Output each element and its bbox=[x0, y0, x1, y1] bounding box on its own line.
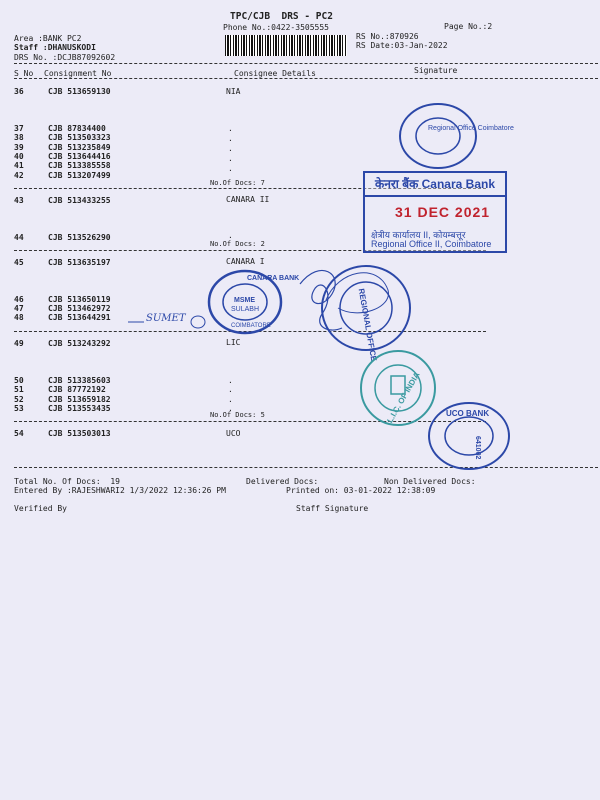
row-sno: 47 bbox=[14, 304, 24, 313]
dot-mark: . bbox=[228, 134, 233, 143]
stamp-bottom: COIMBATORE bbox=[231, 323, 271, 329]
barcode bbox=[225, 35, 347, 56]
uco-bank-round-stamp bbox=[424, 400, 514, 472]
document-title: TPC/CJB DRS - PC2 bbox=[230, 11, 333, 22]
consignee-name: UCO bbox=[226, 429, 241, 438]
docs-count: No.Of Docs: 7 bbox=[210, 179, 265, 187]
msme-canara-round-stamp bbox=[205, 268, 300, 336]
row-sno: 43 bbox=[14, 196, 24, 205]
consignee-name: LIC bbox=[226, 338, 241, 347]
column-consignment: Consignment No bbox=[44, 69, 112, 78]
drs-number: DRS No. :DCJB87092602 bbox=[14, 53, 116, 62]
staff-signature: Staff Signature bbox=[296, 504, 369, 513]
docs-count: No.Of Docs: 5 bbox=[210, 411, 265, 419]
row-consignment: CJB 513385558 bbox=[48, 161, 111, 170]
consignee-name: CANARA II bbox=[226, 195, 270, 204]
row-sno: 41 bbox=[14, 161, 24, 170]
row-consignment: CJB 513385603 bbox=[48, 376, 111, 385]
row-consignment: CJB 87834400 bbox=[48, 124, 106, 133]
stamp-mid: MSME bbox=[234, 297, 255, 304]
row-sno: 53 bbox=[14, 404, 24, 413]
verified-by: Verified By bbox=[14, 504, 67, 513]
divider bbox=[14, 78, 598, 79]
dot-mark: . bbox=[228, 376, 233, 385]
stamp-top: CANARA BANK bbox=[247, 275, 300, 282]
row-sno: 54 bbox=[14, 429, 24, 438]
row-consignment: CJB 513659130 bbox=[48, 87, 111, 96]
handwritten-note: SUMET bbox=[146, 313, 186, 324]
stamp-date: 31 DEC 2021 bbox=[395, 204, 491, 220]
handwritten-mark bbox=[128, 314, 208, 330]
row-consignment: CJB 513644416 bbox=[48, 152, 111, 161]
signature-scribble bbox=[292, 264, 352, 344]
rs-date: RS Date:03-Jan-2022 bbox=[356, 41, 448, 50]
area-label: Area :BANK PC2 bbox=[14, 34, 82, 43]
row-consignment: CJB 513462972 bbox=[48, 304, 111, 313]
stamp-office: Regional Office II, Coimbatore bbox=[371, 239, 492, 249]
dot-mark: . bbox=[228, 404, 233, 413]
consignee-name: CANARA I bbox=[226, 257, 265, 266]
row-consignment: CJB 513503013 bbox=[48, 429, 111, 438]
row-consignment: CJB 513553435 bbox=[48, 404, 111, 413]
row-consignment: CJB 513635197 bbox=[48, 258, 111, 267]
stamp-sub: SULABH bbox=[231, 306, 260, 313]
row-sno: 44 bbox=[14, 233, 24, 242]
row-consignment: CJB 513207499 bbox=[48, 171, 111, 180]
row-sno: 36 bbox=[14, 87, 24, 96]
stamp-text: Regional Office Coimbatore bbox=[428, 125, 514, 132]
rs-number: RS No.:870926 bbox=[356, 32, 419, 41]
dot-mark: . bbox=[228, 144, 233, 153]
row-sno: 39 bbox=[14, 143, 24, 152]
total-docs: Total No. Of Docs: 19 bbox=[14, 477, 120, 486]
dot-mark: . bbox=[228, 164, 233, 173]
row-consignment: CJB 513503323 bbox=[48, 133, 111, 142]
row-sno: 46 bbox=[14, 295, 24, 304]
row-consignment: CJB 87772192 bbox=[48, 385, 106, 394]
page-number: Page No.:2 bbox=[444, 22, 493, 31]
non-delivered-docs: Non Delivered Docs: bbox=[384, 477, 476, 486]
stamp-bank-name: केनरा बैंक Canara Bank bbox=[365, 175, 505, 197]
column-sno: S No bbox=[14, 69, 34, 78]
docs-count: No.Of Docs: 2 bbox=[210, 240, 265, 248]
row-sno: 37 bbox=[14, 124, 24, 133]
row-sno: 38 bbox=[14, 133, 24, 142]
row-sno: 42 bbox=[14, 171, 24, 180]
stamp-text: UCO BANK bbox=[446, 409, 490, 418]
stamp-pin: 641002 bbox=[474, 436, 481, 460]
row-consignment: CJB 513650119 bbox=[48, 295, 111, 304]
nia-round-stamp bbox=[396, 100, 514, 172]
canara-bank-date-stamp bbox=[363, 171, 507, 253]
staff-label: Staff :DHANUSKODI bbox=[14, 43, 96, 52]
entered-by: Entered By :RAJESHWARI2 1/3/2022 12:36:26 PM bbox=[14, 486, 226, 495]
dot-mark: . bbox=[228, 395, 233, 404]
row-consignment: CJB 513659182 bbox=[48, 395, 111, 404]
column-signature: Signature bbox=[414, 66, 458, 75]
delivered-docs: Delivered Docs: bbox=[246, 477, 319, 486]
stamp-text: L.I.C. OF INDIA bbox=[385, 370, 422, 425]
row-consignment: CJB 513243292 bbox=[48, 339, 111, 348]
row-consignment: CJB 513433255 bbox=[48, 196, 111, 205]
dot-mark: . bbox=[228, 154, 233, 163]
consignee-name: NIA bbox=[226, 87, 241, 96]
stamp-office-hindi: क्षेत्रीय कार्यालय II, कोयम्बत्तूर bbox=[371, 230, 466, 240]
row-sno: 40 bbox=[14, 152, 24, 161]
row-sno: 45 bbox=[14, 258, 24, 267]
phone-number: Phone No.:0422-3505555 bbox=[223, 23, 329, 32]
row-sno: 51 bbox=[14, 385, 24, 394]
printed-on: Printed on: 03-01-2022 12:38:09 bbox=[286, 486, 436, 495]
dot-mark: . bbox=[228, 385, 233, 394]
dot-mark: . bbox=[228, 124, 233, 133]
row-sno: 52 bbox=[14, 395, 24, 404]
row-sno: 48 bbox=[14, 313, 24, 322]
stamp-text: REGIONAL OFFICE bbox=[356, 287, 379, 362]
row-consignment: CJB 513235849 bbox=[48, 143, 111, 152]
row-consignment: CJB 513644291 bbox=[48, 313, 111, 322]
dot-mark: . bbox=[228, 231, 233, 240]
column-consignee: Consignee Details bbox=[234, 69, 316, 78]
divider bbox=[14, 63, 598, 64]
row-sno: 49 bbox=[14, 339, 24, 348]
row-sno: 50 bbox=[14, 376, 24, 385]
row-consignment: CJB 513526290 bbox=[48, 233, 111, 242]
